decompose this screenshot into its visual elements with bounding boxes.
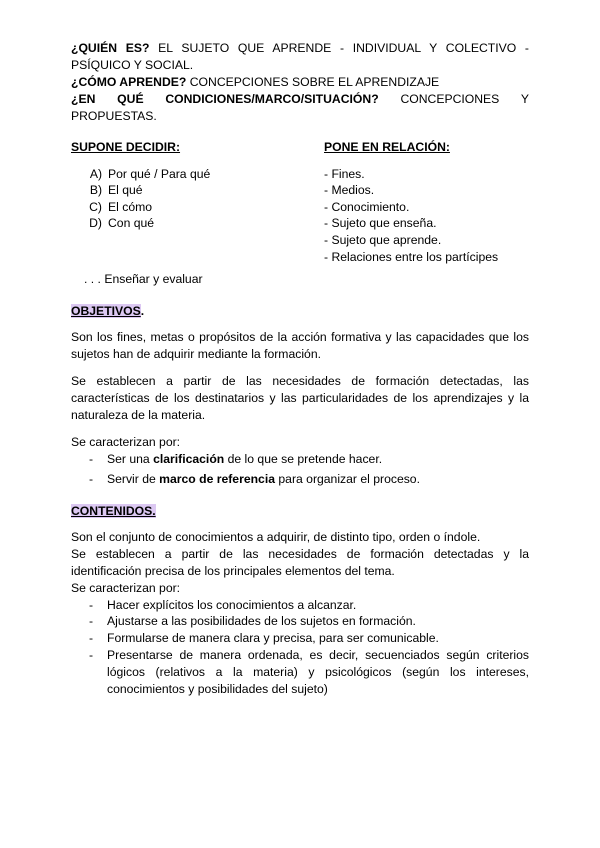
contenidos-title: CONTENIDOS. bbox=[71, 503, 156, 518]
contenidos-paragraph: Se establecen a partir de las necesidades de formación detectadas y la identificación precisa de los principales elementos del tema. bbox=[71, 546, 529, 578]
contenidos-heading bbox=[71, 503, 529, 519]
header-como-answer: CONCEPCIONES SOBRE EL APRENDIZAJE bbox=[189, 75, 440, 89]
header-quien-question: ¿QUIÉN ES? bbox=[71, 41, 150, 55]
pone-item: - Fines. bbox=[324, 166, 365, 181]
header-quien-answer: EL SUJETO QUE APRENDE - INDIVIDUAL Y COLECTIVO - PSÍQUICO Y SOCIAL. bbox=[71, 41, 529, 72]
dash-marker: - bbox=[89, 647, 94, 662]
supone-letter: C) bbox=[89, 199, 102, 214]
pone-item: - Conocimiento. bbox=[324, 199, 410, 214]
contenidos-item-text: Hacer explícitos los conocimientos a alcanzar. bbox=[107, 597, 357, 612]
pone-column bbox=[324, 139, 544, 265]
pone-item: - Relaciones entre los partícipes bbox=[324, 249, 499, 264]
contenidos-item-text: Ajustarse a las posibilidades de los sujetos en formación. bbox=[107, 614, 416, 629]
objetivos-list bbox=[71, 451, 529, 488]
contenidos-item-text: Formularse de manera clara y precisa, para ser comunicable. bbox=[107, 631, 439, 646]
objetivos-li-bold: clarificación bbox=[153, 452, 225, 466]
contenidos-item-text: Presentarse de manera ordenada, es decir, secuenciados según criterios lógicos (relativos a la materia) y psicológicos (según los intereses, conocimientos y posibilidades del sujeto) bbox=[107, 647, 529, 696]
objetivos-li-post: para organizar el proceso. bbox=[275, 471, 420, 486]
header-condiciones-question: ¿EN QUÉ CONDICIONES/MARCO/SITUACIÓN? bbox=[71, 92, 379, 106]
contenidos-intro: Se caracterizan por: bbox=[71, 580, 181, 595]
contenidos-paragraph: Son el conjunto de conocimientos a adquirir, de distinto tipo, orden o índole. bbox=[71, 529, 481, 544]
dash-marker: - bbox=[89, 597, 94, 612]
ensenar-evaluar: . . . Enseñar y evaluar bbox=[84, 272, 203, 286]
dash-marker: - bbox=[89, 471, 94, 486]
objetivos-li-post: de lo que se pretende hacer. bbox=[224, 452, 383, 466]
supone-item bbox=[71, 199, 311, 216]
supone-column bbox=[71, 139, 311, 232]
header-quien bbox=[71, 40, 529, 74]
objetivos-intro: Se caracterizan por: bbox=[71, 435, 181, 449]
objetivos-title-period: . bbox=[140, 304, 145, 318]
dash-marker: - bbox=[89, 614, 94, 629]
supone-text: Por qué / Para qué bbox=[108, 166, 211, 181]
pone-title: PONE EN RELACIÓN: bbox=[324, 140, 450, 154]
contenidos-list bbox=[71, 597, 529, 698]
document-page bbox=[71, 40, 529, 697]
objetivos-paragraph: Son los fines, metas o propósitos de la acción formativa y las capacidades que los sujetos han de adquirir mediante la formación. bbox=[71, 330, 529, 361]
supone-item bbox=[71, 166, 311, 183]
objetivos-li-bold: marco de referencia bbox=[159, 471, 275, 486]
supone-title: SUPONE DECIDIR: bbox=[71, 140, 181, 154]
supone-item bbox=[71, 182, 311, 199]
objetivos-li-pre: Servir de bbox=[107, 471, 160, 486]
objetivos-heading bbox=[71, 303, 529, 319]
objetivos-title: OBJETIVOS bbox=[71, 304, 141, 318]
header-como bbox=[71, 74, 529, 91]
list-item bbox=[71, 451, 529, 468]
list-item bbox=[71, 471, 529, 488]
header-como-question: ¿CÓMO APRENDE? bbox=[71, 75, 187, 89]
list-item bbox=[71, 597, 529, 614]
list-item bbox=[71, 647, 529, 697]
pone-item: - Sujeto que aprende. bbox=[324, 232, 442, 247]
supone-letter: B) bbox=[89, 183, 102, 198]
dash-marker: - bbox=[89, 631, 94, 646]
supone-letter: D) bbox=[89, 216, 102, 231]
supone-text: El cómo bbox=[108, 199, 153, 214]
supone-letter: A) bbox=[89, 166, 102, 181]
supone-text: El qué bbox=[108, 183, 143, 198]
objetivos-paragraph: Se establecen a partir de las necesidades de formación detectadas, las características de los destinatarios y las particularidades de los aprendizajes y la naturaleza de la materia. bbox=[71, 374, 529, 422]
supone-item bbox=[71, 215, 311, 232]
list-item bbox=[71, 613, 529, 630]
supone-text: Con qué bbox=[108, 216, 155, 231]
decision-relation-columns bbox=[71, 139, 529, 264]
dash-marker: - bbox=[89, 452, 94, 466]
header-condiciones-answer: CONCEPCIONES Y PROPUESTAS. bbox=[71, 92, 529, 123]
list-item bbox=[71, 630, 529, 647]
objetivos-li-pre: Ser una bbox=[107, 452, 154, 466]
pone-item: - Medios. bbox=[324, 183, 375, 198]
pone-item: - Sujeto que enseña. bbox=[324, 216, 437, 231]
header-condiciones bbox=[71, 91, 529, 125]
